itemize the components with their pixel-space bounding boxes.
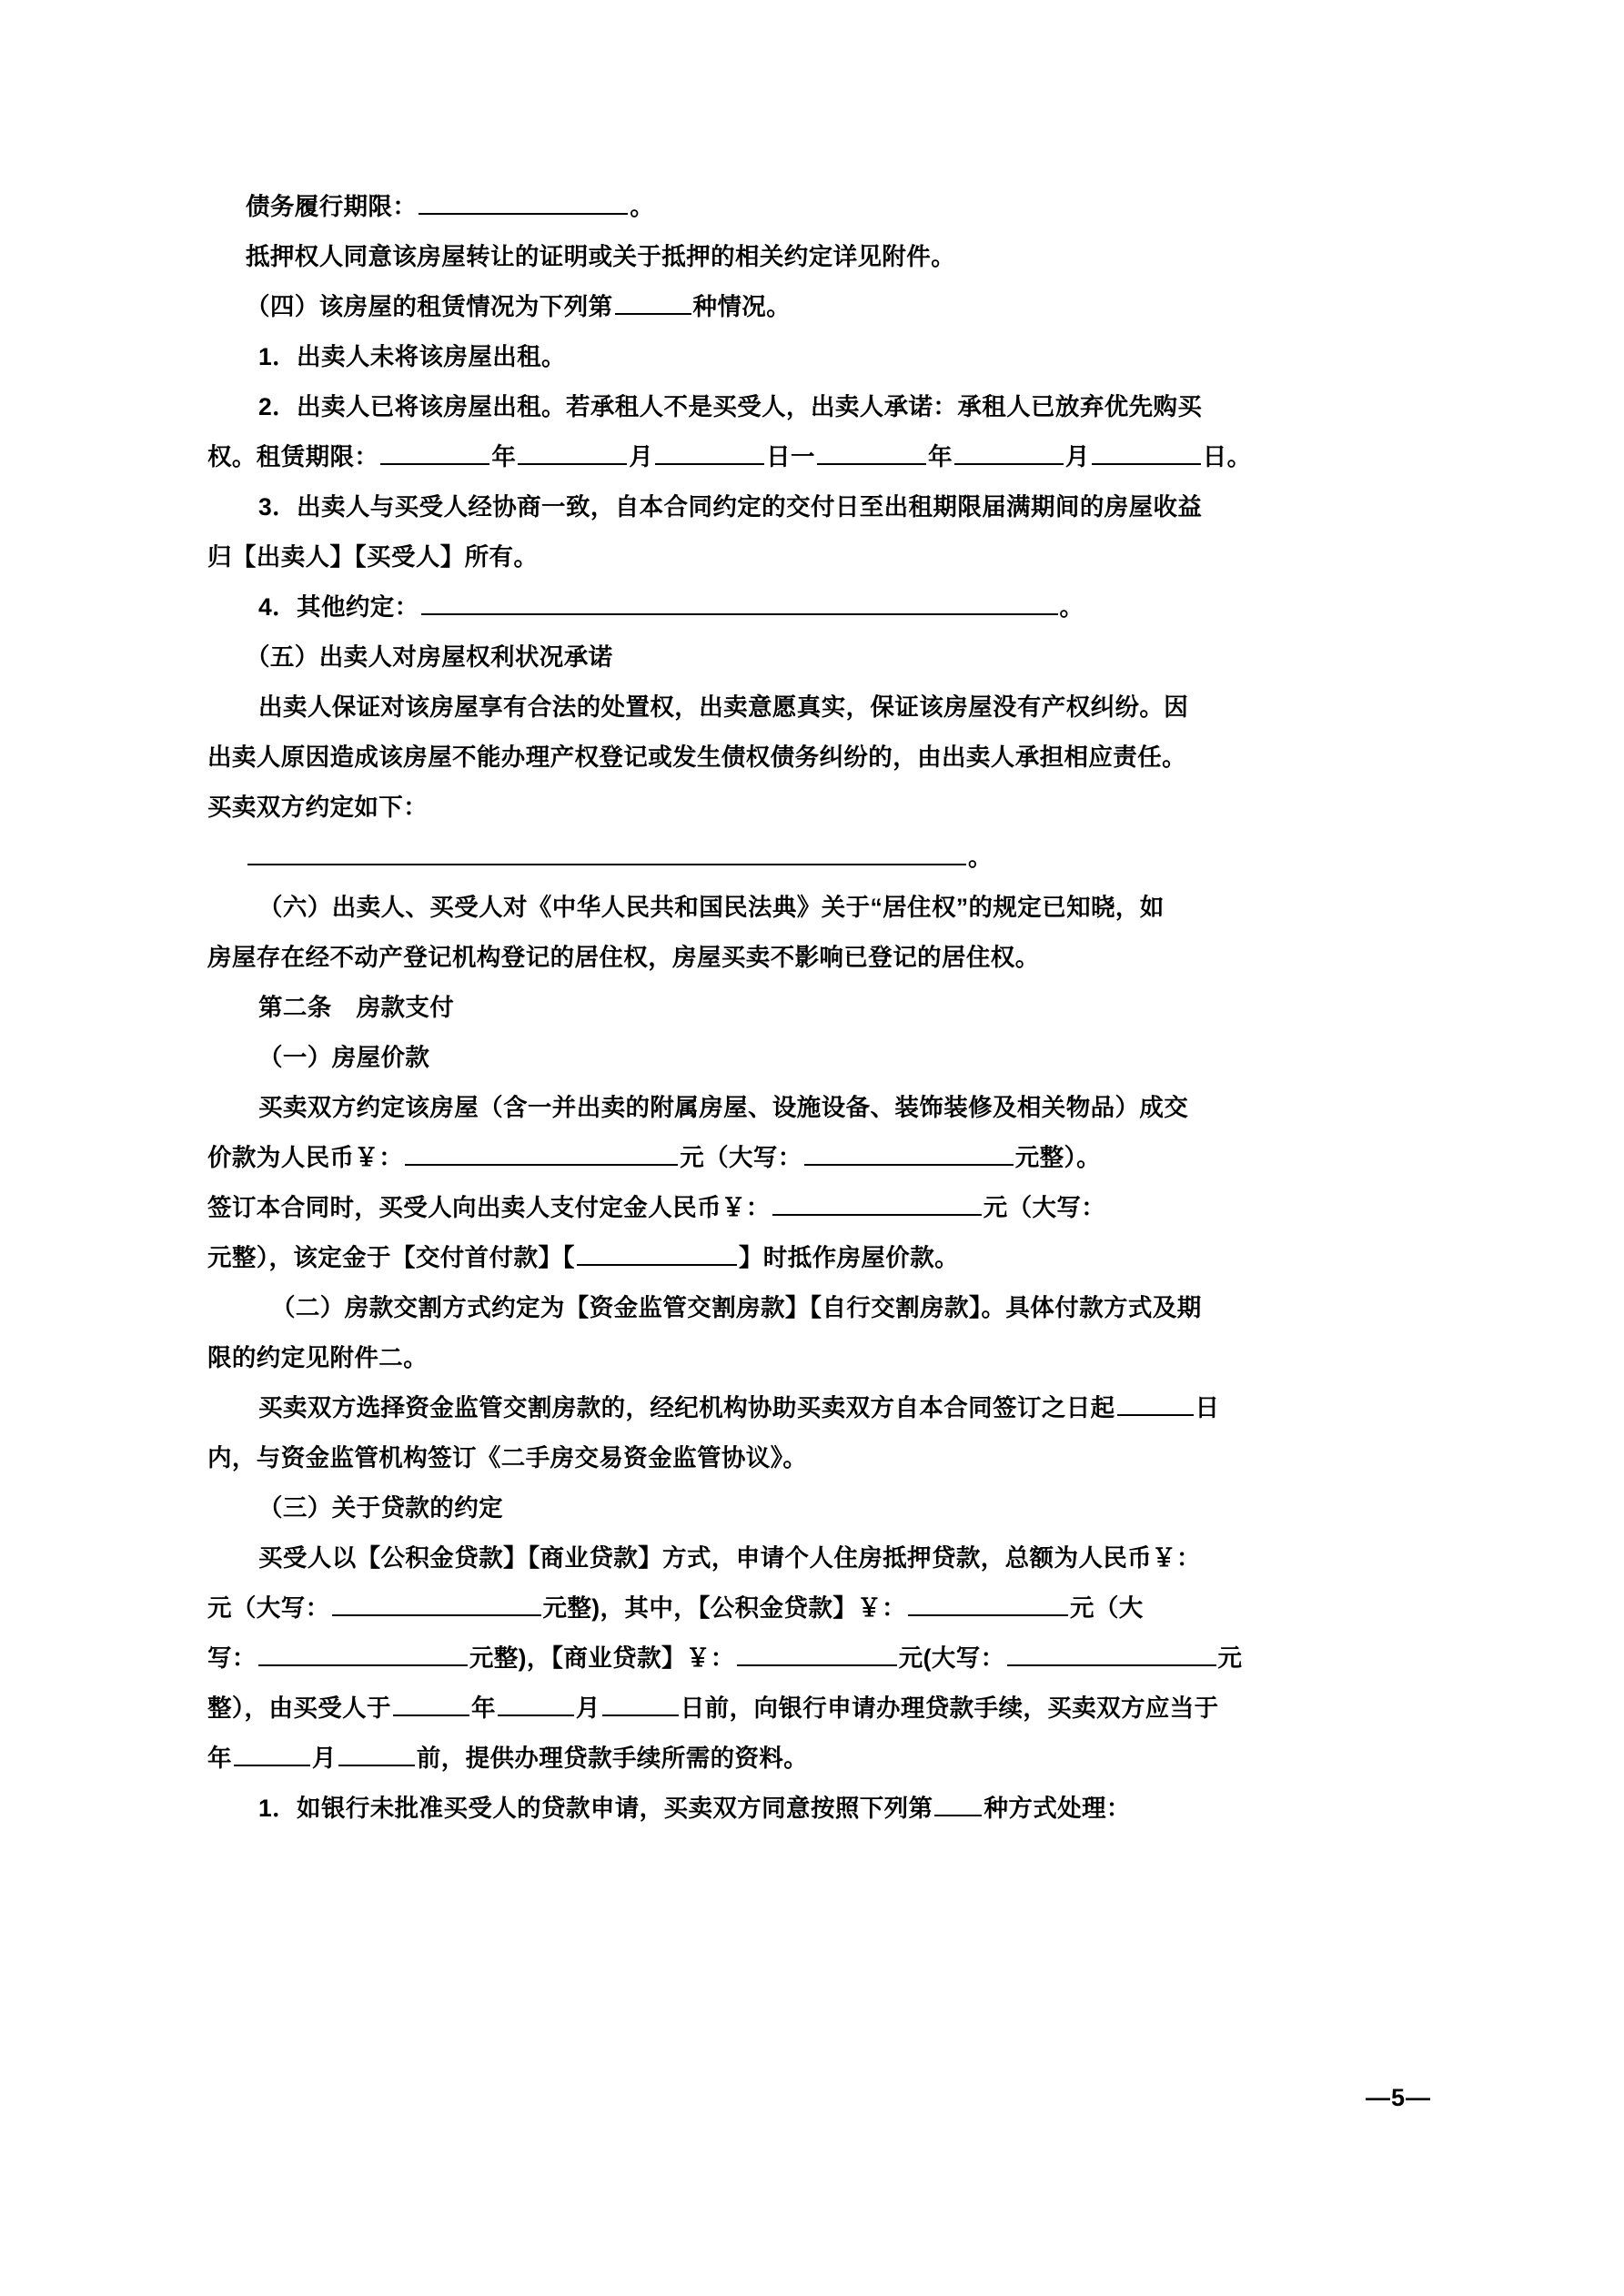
fill-in-blank[interactable] (1117, 1389, 1194, 1416)
fill-in-blank[interactable] (602, 1689, 679, 1716)
text-run: 房屋存在经不动产登记机构登记的居住权，房屋买卖不影响已登记的居住权。 (207, 944, 1040, 971)
text-run: 月 (1064, 443, 1090, 470)
fill-in-blank[interactable] (405, 1138, 678, 1166)
fill-in-blank[interactable] (737, 1639, 897, 1666)
paragraph (207, 232, 1417, 282)
fill-in-blank[interactable] (419, 187, 628, 215)
text-run: 元整)，【商业贷款】￥： (469, 1644, 735, 1672)
paragraph (207, 382, 1417, 432)
text-run: 抵押权人同意该房屋转让的证明或关于抵押的相关约定详见附件。 (246, 243, 956, 270)
fill-in-blank[interactable] (772, 1188, 982, 1216)
fill-in-blank[interactable] (908, 1589, 1068, 1616)
fill-in-blank[interactable] (247, 838, 966, 865)
paragraph (207, 1383, 1417, 1433)
text-run: 归【出卖人】【买受人】所有。 (207, 543, 539, 571)
fill-in-blank[interactable] (380, 438, 489, 465)
text-run: （二）房款交割方式约定为【资金监管交割房款】【自行交割房款】。具体付款方式及期 (271, 1294, 1202, 1321)
fill-in-blank[interactable] (338, 1739, 415, 1766)
text-run: 。 (968, 844, 993, 871)
text-run: 元（大写： (983, 1194, 1106, 1221)
text-run: 年 (927, 443, 953, 470)
text-run: （六）出卖人、买受人对《中华人民共和国民法典》关于“居住权”的规定已知晓，如 (258, 894, 1165, 921)
text-run: 整），由买受人于 (207, 1694, 391, 1722)
text-run: 出卖人原因造成该房屋不能办理产权登记或发生债权债务纠纷的，由出卖人承担相应责任。 (207, 743, 1186, 771)
fill-in-blank[interactable] (421, 588, 1058, 615)
text-run: 元整）。 (1014, 1144, 1102, 1171)
text-run: 第二条 房款支付 (258, 994, 455, 1021)
text-run: 签订本合同时，买受人向出卖人支付定金人民币￥： (207, 1194, 771, 1221)
text-run: 出卖人保证对该房屋享有合法的处置权，出卖意愿真实，保证该房屋没有产权纠纷。因 (258, 693, 1189, 721)
paragraph (207, 733, 1417, 783)
fill-in-blank[interactable] (1092, 438, 1201, 465)
text-run: 日前，向银行申请办理贷款手续，买卖双方应当于 (680, 1694, 1219, 1722)
text-run: 内，与资金监管机构签订《二手房交易资金监管协议》。 (207, 1444, 808, 1472)
text-run: 。 (630, 193, 655, 220)
fill-in-blank[interactable] (1007, 1639, 1216, 1666)
paragraph (207, 432, 1417, 482)
text-run: 前，提供办理贷款手续所需的资料。 (416, 1745, 809, 1772)
paragraph (207, 532, 1417, 582)
page-number: —5— (1365, 2084, 1431, 2111)
text-run: 买卖双方选择资金监管交割房款的，经纪机构协助买卖双方自本合同签订之日起 (258, 1394, 1115, 1421)
text-run: 1．出卖人未将该房屋出租。 (258, 343, 566, 370)
text-run: 买受人以【公积金贷款】【商业贷款】方式，申请个人住房抵押贷款，总额为人民币￥： (258, 1544, 1201, 1572)
paragraph (207, 1233, 1417, 1283)
text-run: 日一 (766, 443, 815, 470)
paragraph (207, 332, 1417, 382)
paragraph (207, 1784, 1417, 1834)
text-run: 买卖双方约定该房屋（含一并出卖的附属房屋、设施设备、装饰装修及相关物品）成交 (258, 1094, 1189, 1121)
text-run: 。 (1059, 593, 1084, 621)
paragraph (207, 783, 1417, 833)
paragraph (207, 933, 1417, 983)
paragraph (207, 582, 1417, 632)
text-run: 种方式处理： (983, 1795, 1131, 1822)
paragraph (207, 1734, 1417, 1784)
text-run: 权。租赁期限： (207, 443, 379, 470)
text-run: 债务履行期限： (246, 193, 418, 220)
paragraph (207, 1483, 1417, 1533)
paragraph (207, 1083, 1417, 1133)
text-run: 2．出卖人已将该房屋出租。若承租人不是买受人，出卖人承诺：承租人已放弃优先购买 (258, 393, 1203, 420)
text-run: 月 (575, 1694, 600, 1722)
text-run: 年 (207, 1745, 232, 1772)
fill-in-blank[interactable] (577, 1239, 737, 1266)
text-run: 】时抵作房屋价款。 (738, 1244, 960, 1271)
text-run: 元（大写： (680, 1144, 802, 1171)
text-run: 元（大 (1069, 1594, 1144, 1622)
text-run: 月 (629, 443, 654, 470)
text-run: 写： (207, 1644, 257, 1672)
text-run: 日 (1195, 1394, 1220, 1421)
fill-in-blank[interactable] (934, 1789, 982, 1816)
text-run: 元 (1217, 1644, 1243, 1672)
paragraph (207, 883, 1417, 933)
text-run: （四）该房屋的租赁情况为下列第 (246, 293, 613, 320)
fill-in-blank[interactable] (498, 1689, 574, 1716)
text-run: 日。 (1202, 443, 1252, 470)
paragraph (207, 983, 1417, 1033)
paragraph (207, 1433, 1417, 1483)
fill-in-blank[interactable] (804, 1138, 1014, 1166)
text-run: （五）出卖人对房屋权利状况承诺 (246, 643, 613, 671)
paragraph (207, 1133, 1417, 1183)
text-run: （三）关于贷款的约定 (258, 1494, 503, 1522)
paragraph (207, 1684, 1417, 1734)
paragraph (207, 1633, 1417, 1684)
text-run: （一）房屋价款 (258, 1044, 430, 1071)
paragraph (207, 1283, 1417, 1333)
paragraph (207, 1583, 1417, 1633)
fill-in-blank[interactable] (393, 1689, 469, 1716)
paragraph (207, 1183, 1417, 1233)
paragraph (207, 482, 1417, 532)
paragraph (207, 632, 1417, 683)
fill-in-blank[interactable] (332, 1589, 541, 1616)
text-run: 元（大写： (207, 1594, 330, 1622)
text-run: 买卖双方约定如下： (207, 794, 429, 821)
text-run: 种情况。 (692, 293, 792, 320)
text-run: 限的约定见附件二。 (207, 1344, 429, 1371)
paragraph (207, 1333, 1417, 1383)
paragraph (207, 1033, 1417, 1083)
paragraph (207, 1533, 1417, 1583)
text-run: 1．如银行未批准买受人的贷款申请，买卖双方同意按照下列第 (258, 1795, 933, 1822)
text-run: 3．出卖人与买受人经协商一致，自本合同约定的交付日至出租期限届满期间的房屋收益 (258, 493, 1203, 521)
fill-in-blank[interactable] (518, 438, 627, 465)
paragraph (207, 282, 1417, 332)
text-run: 4．其他约定： (258, 593, 419, 621)
fill-in-blank[interactable] (234, 1739, 310, 1766)
fill-in-blank[interactable] (615, 288, 691, 315)
text-run: 元整），该定金于【交付首付款】【 (207, 1244, 575, 1271)
paragraph (207, 683, 1417, 733)
text-run: 价款为人民币￥： (207, 1144, 404, 1171)
fill-in-blank[interactable] (817, 438, 926, 465)
text-run: 年 (470, 1694, 496, 1722)
fill-in-blank[interactable] (258, 1639, 468, 1666)
fill-in-blank[interactable] (954, 438, 1064, 465)
text-run: 元(大写： (898, 1644, 1005, 1672)
fill-in-blank[interactable] (655, 438, 764, 465)
text-run: 月 (311, 1745, 337, 1772)
document-body (207, 182, 1417, 1834)
text-run: 年 (491, 443, 517, 470)
paragraph (207, 833, 1417, 883)
text-run: 元整)，其中，【公积金贷款】￥： (542, 1594, 906, 1622)
paragraph (207, 182, 1417, 232)
